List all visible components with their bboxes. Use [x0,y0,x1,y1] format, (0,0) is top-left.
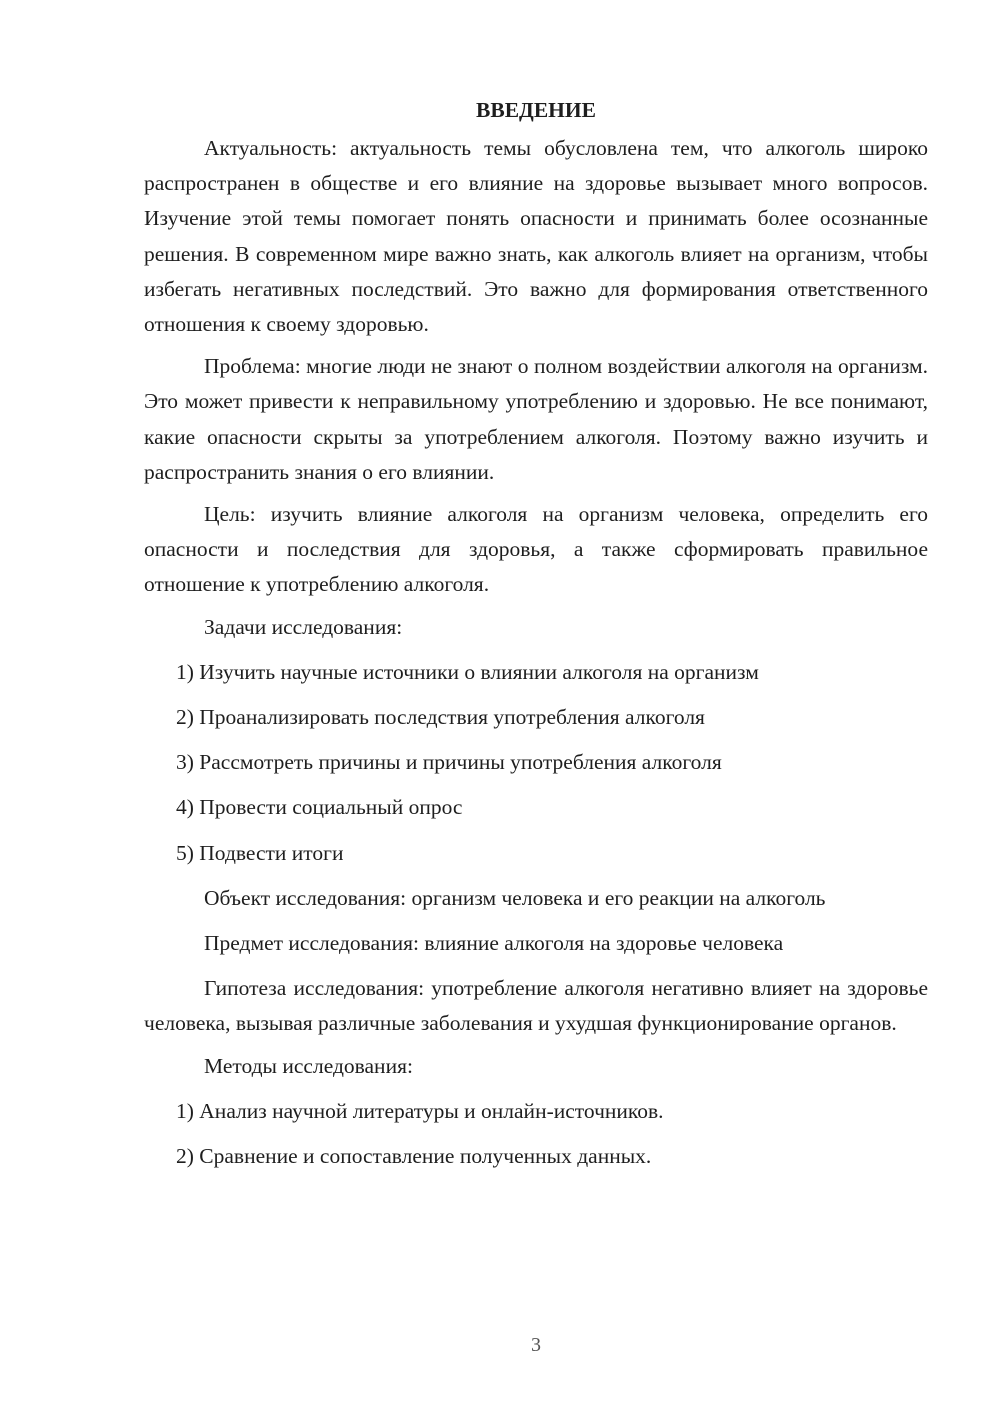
object-line: Объект исследования: организм человека и его реакции на алкоголь [204,885,826,910]
methods-heading: Методы исследования: [204,1053,413,1078]
task-item: 3) Рассмотреть причины и причины употребления алкоголя [176,750,722,775]
goal-paragraph: Цель: изучить влияние алкоголя на организм человека, определить его опасности и последствия для здоровья, а также сформировать правильное отношение к употреблению алкоголя. [144,502,928,597]
tasks-heading: Задачи исследования: [204,614,403,639]
relevance-paragraph: Актуальность: актуальность темы обусловлена тем, что алкоголь широко распространен в обществе и его влияние на здоровье вызывает много вопросов. Изучение этой темы помогает понять опасности и принимать более осознанные решения. В современном мире важно знать, как алкоголь влияет на организм, чтобы избегать негативных последствий. Это важно для формирования ответственного отношения к своему здоровью. [144,136,928,337]
task-item: 5) Подвести итоги [176,840,344,865]
task-item: 1) Изучить научные источники о влиянии алкоголя на организм [176,659,759,684]
hypothesis-paragraph: Гипотеза исследования: употребление алкоголя негативно влияет на здоровье человека, вызывая различные заболевания и ухудшая функционирование органов. [144,976,928,1036]
page-content [144,96,928,1184]
method-item: 1) Анализ научной литературы и онлайн-источников. [176,1098,664,1123]
problem-paragraph: Проблема: многие люди не знают о полном воздействии алкоголя на организм. Это может привести к неправильному употреблению и здоровью. Не все понимают, какие опасности скрыты за употреблением алкоголя. Поэтому важно изучить и распространить знания о его влиянии. [144,354,928,484]
section-title: ВВЕДЕНИЕ [476,98,596,122]
task-item: 4) Провести социальный опрос [176,795,463,820]
page-number: 3 [531,1334,541,1356]
task-item: 2) Проанализировать последствия употребления алкоголя [176,705,705,730]
method-item: 2) Сравнение и сопоставление полученных данных. [176,1144,652,1169]
subject-line: Предмет исследования: влияние алкоголя на здоровье человека [204,931,784,956]
